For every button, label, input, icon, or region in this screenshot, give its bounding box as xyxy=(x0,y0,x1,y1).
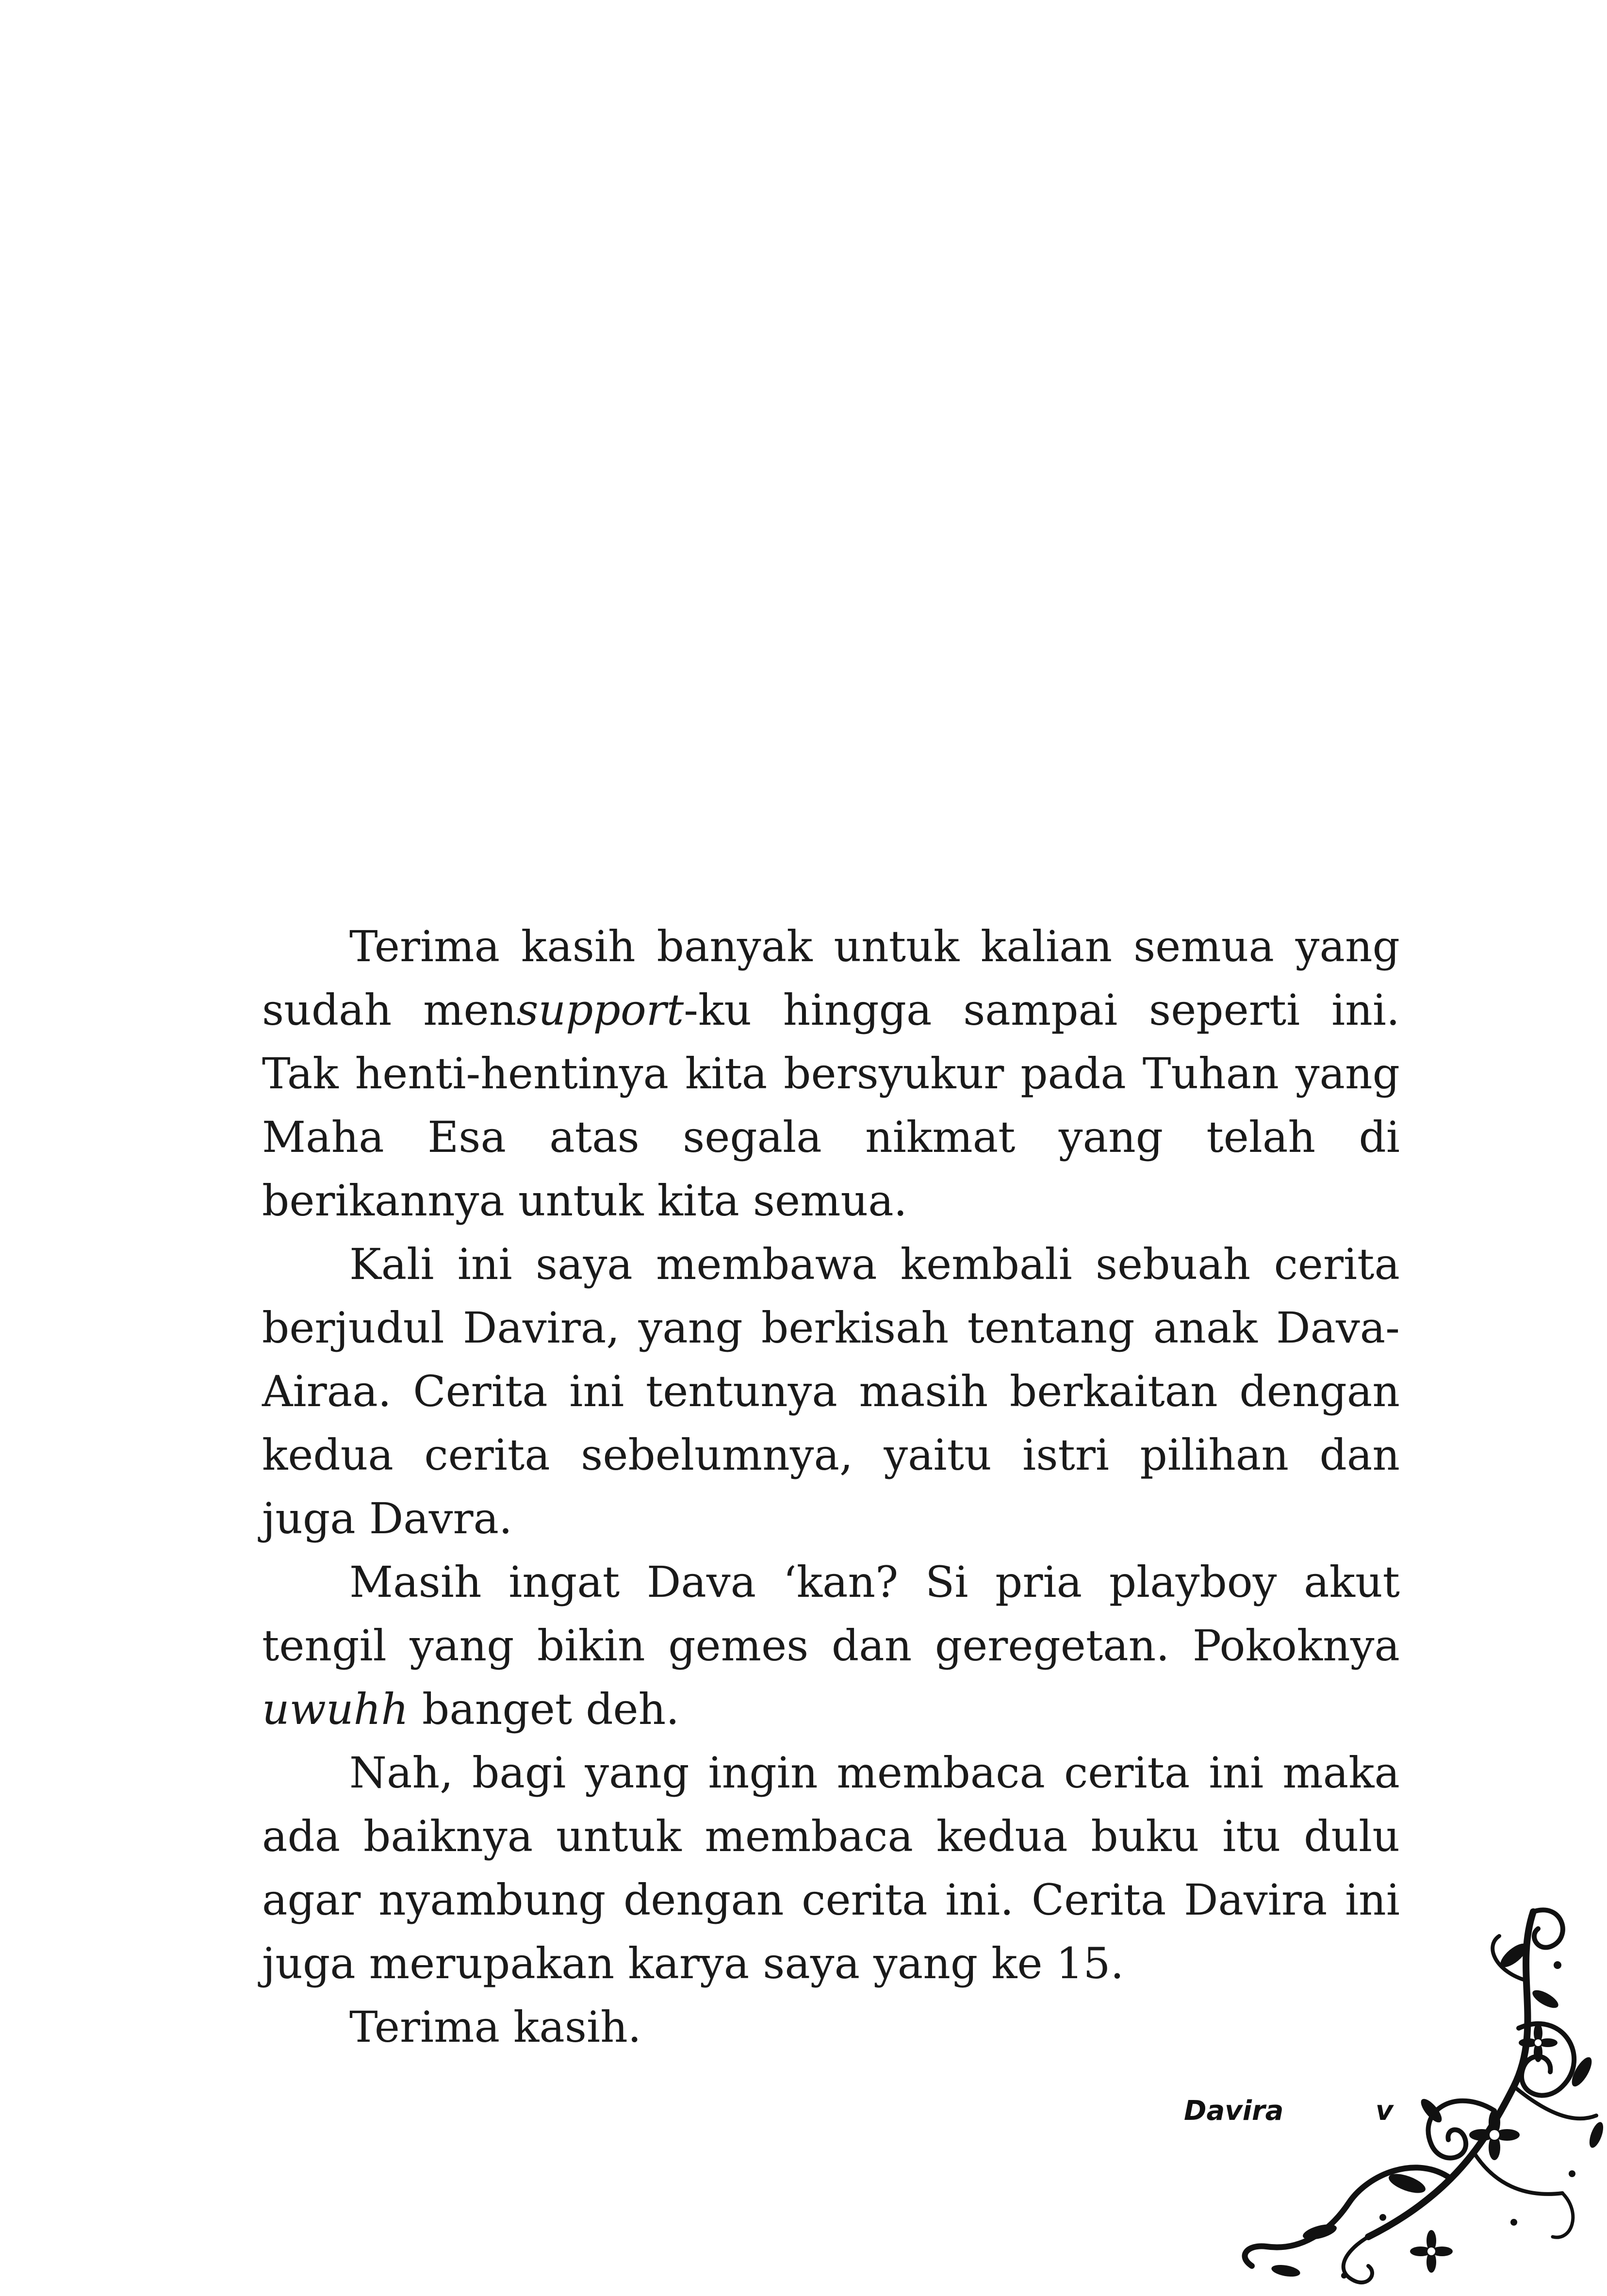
paragraph-4-part-1: Nah, bagi yang ingin membaca cerita ini maka ada baiknya untuk membaca kedua buku itu dulu agar nyambung dengan cerita ini. Cerita Davira ini juga merupakan karya saya yang ke 15. xyxy=(262,1748,1400,1988)
paragraph-1-part-2-italic: support xyxy=(516,985,684,1035)
paragraph-2 xyxy=(262,1232,1400,1550)
paragraph-1-part-1: Terima kasih banyak untuk kalian semua yang sudah men xyxy=(262,921,1400,1035)
footer-book-title: Davira xyxy=(1184,2095,1284,2127)
floral-corner-ornament-icon xyxy=(1223,1883,1607,2296)
footer-page-number: v xyxy=(1376,2095,1394,2127)
paragraph-3-part-3: banget deh. xyxy=(409,1684,680,1734)
paragraph-2-part-1: Kali ini saya membawa kembali sebuah cerita berjudul Davira, yang berkisah tentang anak Dava-Airaa. Cerita ini tentunya masih berkaitan dengan kedua cerita sebelumnya, yaitu istri pilihan dan juga Davra. xyxy=(262,1239,1400,1543)
paragraph-3-part-1: Masih ingat Dava ‘kan? Si pria playboy akut tengil yang bikin gemes dan geregetan. Pokoknya xyxy=(262,1557,1400,1671)
paragraph-3 xyxy=(262,1550,1400,1741)
paragraph-5-part-1: Terima kasih. xyxy=(349,2002,641,2052)
paragraph-1-part-3: -ku hingga sampai seperti ini. Tak henti-hentinya kita bersyukur pada Tuhan yang Maha Esa atas segala nikmat yang telah di berikannya untuk kita semua. xyxy=(262,985,1400,1226)
paragraph-3-part-2-italic: uwuhh xyxy=(262,1684,409,1734)
paragraph-1 xyxy=(262,915,1400,1232)
